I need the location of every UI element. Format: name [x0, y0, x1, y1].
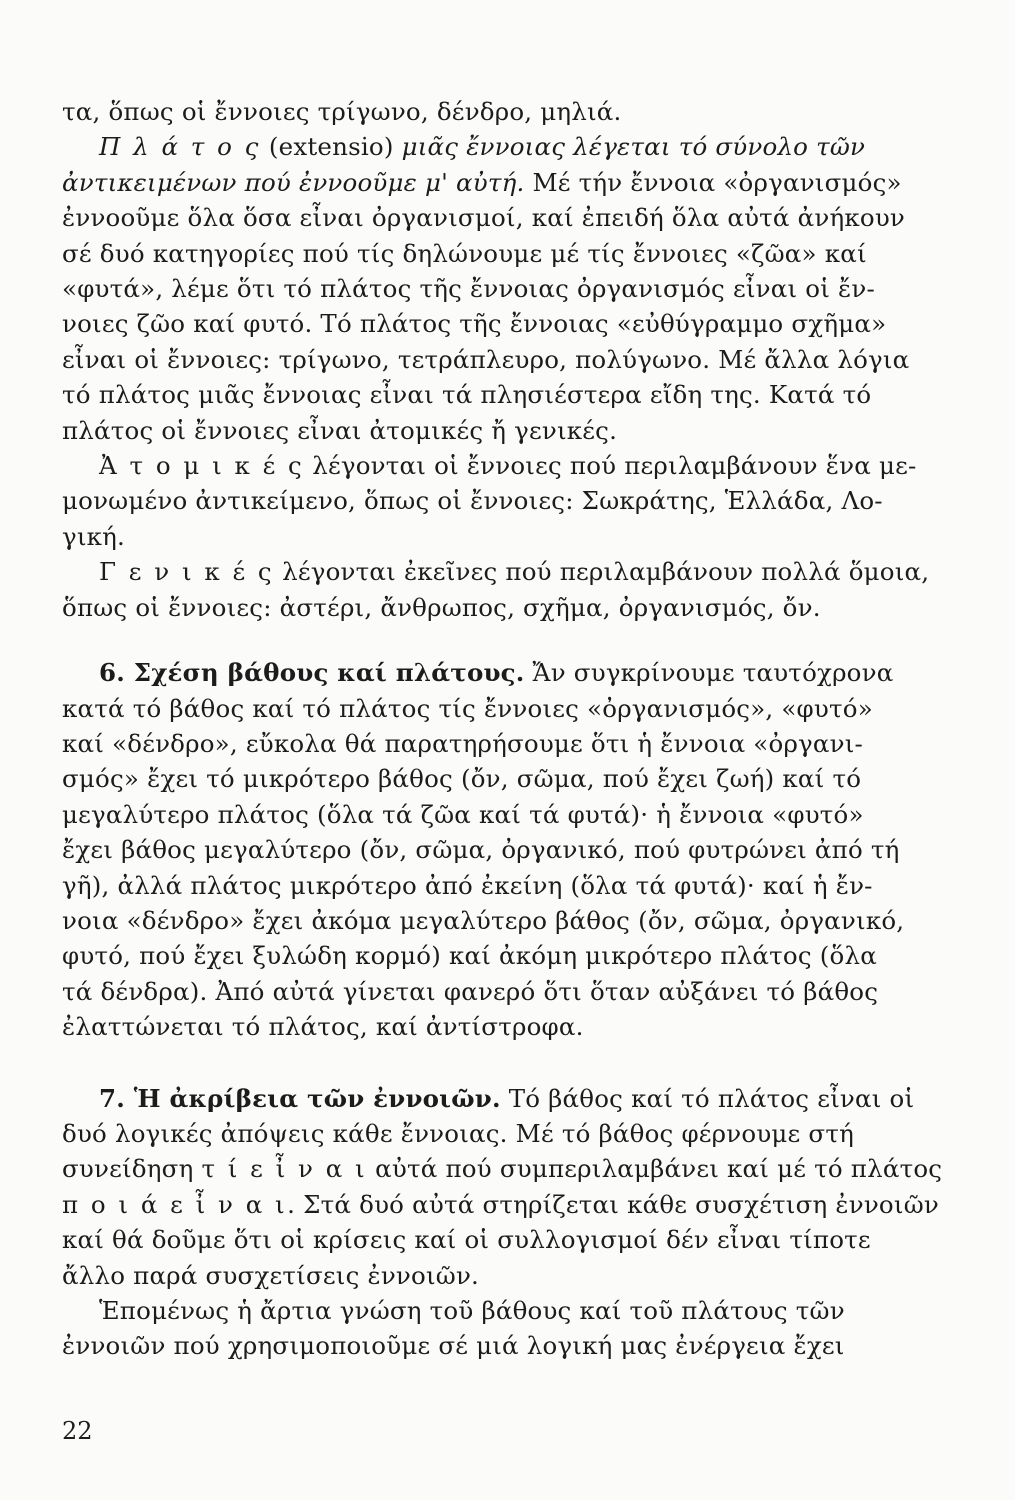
text-line: ἀντικειμένων πού ἐννοοῦμε μ' αὐτή. Μέ τήν ἔννοια «ὀργανισμός» — [62, 167, 902, 197]
text-line: γική. — [62, 521, 126, 551]
section-6-title: 6. Σχέση βάθους καί πλάτους. — [99, 658, 525, 688]
section-7-heading: 7. Ἡ ἀκρίβεια τῶν ἐννοιῶν. Τό βάθος καί τό πλάτος εἶναι οἱ — [99, 1083, 915, 1113]
text-line: κατά τό βάθος καί τό πλάτος τίς ἔννοιες «ὀργανισμός», «φυτό» — [62, 693, 873, 723]
text-line: συνείδηση τ ί ε ἶ ν α ι αὐτά πού συμπεριλαμβάνει καί μέ τό πλάτος — [62, 1154, 943, 1184]
text-line: καί θά δοῦμε ὅτι οἱ κρίσεις καί οἱ συλλογισμοί δέν εἶναι τίποτε — [62, 1225, 871, 1255]
paragraph-epomenos: Ἑπομένως ἡ ἄρτια γνώση τοῦ βάθους καί τοῦ πλάτους τῶν — [99, 1296, 845, 1325]
text-line: πλάτος οἱ ἔννοιες εἶναι ἀτομικές ἤ γενικές. — [62, 415, 618, 445]
text-line: ἐννοιῶν πού χρησιμοποιοῦμε σέ μιά λογική μας ἐνέργεια ἔχει — [62, 1331, 845, 1361]
text-line: τά δένδρα). Ἀπό αὐτά γίνεται φανερό ὅτι ὅταν αὐξάνει τό βάθος — [62, 976, 879, 1006]
text-line: εἶναι οἱ ἔννοιες: τρίγωνο, τετράπλευρο, πολύγωνο. Μέ ἄλλα λόγια — [62, 344, 910, 374]
text-line: π ο ι ά ε ἶ ν α ι. Στά δυό αὐτά στηρίζεται κάθε συσχέτιση ἐννοιῶν — [62, 1189, 939, 1219]
page-body — [62, 94, 943, 1364]
text-line: τό πλάτος μιᾶς ἔννοιας εἶναι τά πλησιέστερα εἴδη της. Κατά τό — [62, 380, 872, 410]
text-line: ἐννοοῦμε ὅλα ὅσα εἶναι ὀργανισμοί, καί ἐπειδή ὅλα αὐτά ἀνήκουν — [62, 203, 906, 233]
text-line: νοια «δένδρο» ἔχει ἀκόμα μεγαλύτερο βάθος (ὄν, σῶμα, ὀργανικό, — [62, 905, 905, 935]
text-line: μονωμένο ἀντικείμενο, ὅπως οἱ ἔννοιες: Σωκράτης, Ἑλλάδα, Λο- — [62, 486, 883, 516]
text-line: δυό λογικές ἀπόψεις κάθε ἔννοιας. Μέ τό βάθος φέρνουμε στή — [62, 1118, 854, 1148]
text-line: τα, ὅπως οἱ ἔννοιες τρίγωνο, δένδρο, μηλιά. — [62, 97, 622, 126]
text-line: ἄλλο παρά συσχετίσεις ἐννοιῶν. — [62, 1260, 480, 1290]
paragraph-extension: Π λ ά τ ο ς (extensio) μιᾶς ἔννοιας λέγεται τό σύνολο τῶν — [99, 132, 866, 162]
paragraph-atomikes: Ἀ τ ο μ ι κ έ ς λέγονται οἱ ἔννοιες πού περιλαμβάνουν ἕνα με- — [99, 451, 917, 481]
text-line: γῆ), ἀλλά πλάτος μικρότερο ἀπό ἐκείνη (ὅλα τά φυτά)· καί ἡ ἔν- — [62, 870, 873, 900]
text-line: νοιες ζῶο καί φυτό. Τό πλάτος τῆς ἔννοιας «εὐθύγραμμο σχῆμα» — [62, 309, 887, 339]
text-line: καί «δένδρο», εὔκολα θά παρατηρήσουμε ὅτι ἡ ἔννοια «ὀργανι- — [62, 728, 864, 758]
text-line: ἔχει βάθος μεγαλύτερο (ὄν, σῶμα, ὀργανικό, πού φυτρώνει ἀπό τή — [62, 835, 900, 865]
section-6-heading: 6. Σχέση βάθους καί πλάτους. Ἄν συγκρίνουμε ταυτόχρονα — [99, 658, 894, 688]
text-line: ἐλαττώνεται τό πλάτος, καί ἀντίστροφα. — [62, 1012, 584, 1042]
text-line: ὅπως οἱ ἔννοιες: ἀστέρι, ἄνθρωπος, σχῆμα, ὀργανισμός, ὄν. — [62, 592, 821, 622]
text-line: σέ δυό κατηγορίες πού τίς δηλώνουμε μέ τίς ἔννοιες «ζῶα» καί — [62, 238, 867, 268]
term-genikes: Γ ε ν ι κ έ ς — [99, 557, 275, 587]
text-line: φυτό, πού ἔχει ξυλώδη κορμό) καί ἀκόμη μικρότερο πλάτος (ὅλα — [62, 941, 877, 971]
page-number: 22 — [62, 1417, 93, 1445]
paragraph-genikes: Γ ε ν ι κ έ ς λέγονται ἐκεῖνες πού περιλαμβάνουν πολλά ὅμοια, — [99, 557, 930, 587]
term-atomikes: Ἀ τ ο μ ι κ έ ς — [99, 451, 305, 481]
text-line: «φυτά», λέμε ὅτι τό πλάτος τῆς ἔννοιας ὀργανισμός εἶναι οἱ ἔν- — [62, 274, 875, 304]
text-line: μεγαλύτερο πλάτος (ὅλα τά ζῶα καί τά φυτά)· ἡ ἔννοια «φυτό» — [62, 799, 864, 829]
text-line: σμός» ἔχει τό μικρότερο βάθος (ὄν, σῶμα, πού ἔχει ζωή) καί τό — [62, 764, 862, 794]
term-platos: Π λ ά τ ο ς — [99, 132, 261, 162]
section-7-title: 7. Ἡ ἀκρίβεια τῶν ἐννοιῶν. — [99, 1083, 501, 1113]
